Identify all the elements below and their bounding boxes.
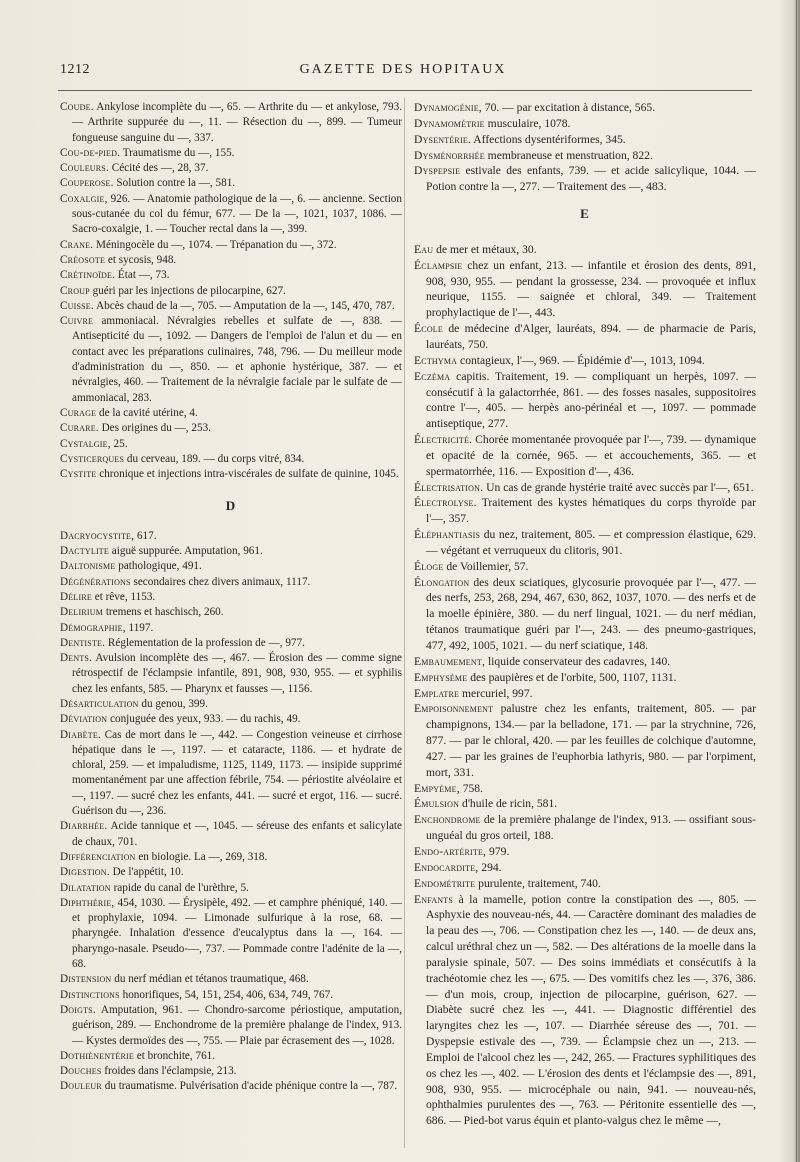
index-entry: [60, 1079, 402, 1094]
index-term: Couleurs.: [60, 162, 109, 175]
index-term: Cysticerques: [60, 452, 125, 465]
index-references: Des origines du —, 253.: [98, 422, 211, 435]
index-term: Daltonisme: [60, 560, 116, 573]
index-term: Curare.: [60, 422, 99, 435]
index-term: Dentiste.: [60, 636, 106, 649]
index-entry: [414, 100, 756, 116]
index-references: Solution contre la —, 581.: [113, 177, 236, 190]
index-references: Traitement des kystes hématiques du corps thyroïde par l'—, 357.: [426, 496, 756, 526]
index-term: Empoisonnement: [414, 702, 494, 716]
index-entry: [60, 529, 402, 544]
index-entry: [60, 972, 402, 987]
index-references: guéri par les injections de pilocarpine, 627.: [89, 284, 286, 297]
index-term: Delirium: [60, 606, 104, 619]
index-references: du traumatisme. Pulvérisation d'acide phénique contre la —, 787.: [101, 1080, 398, 1093]
index-entry: [60, 1049, 402, 1064]
index-term: Diabète.: [60, 728, 101, 741]
index-references: d'huile de ricin, 581.: [459, 797, 558, 811]
index-term: Diarrhée.: [60, 820, 108, 833]
left-column: [60, 100, 402, 1095]
index-term: Élongation: [414, 575, 470, 589]
index-references: 758.: [459, 781, 483, 795]
index-entry: [414, 701, 756, 780]
index-entry: [60, 268, 402, 283]
index-references: Méningocèle du —, 1074. — Trépanation du —, 372.: [93, 238, 337, 251]
index-entry: [414, 163, 756, 195]
index-references: de mer et métaux, 30.: [433, 242, 537, 256]
index-entry: [414, 369, 756, 432]
index-references: du genou, 399.: [138, 697, 208, 710]
index-term: Cuisse.: [60, 299, 94, 312]
index-entry: [414, 116, 756, 132]
index-entry: [414, 559, 756, 575]
index-references: 1197.: [125, 621, 154, 634]
index-term: Emphysème: [414, 670, 468, 684]
index-term: Endo-artérite,: [414, 844, 487, 858]
index-references: Cécité des —, 28, 37.: [108, 162, 209, 175]
index-references: et rêve, 1153.: [91, 590, 156, 603]
index-term: Dilatation: [60, 881, 111, 894]
index-entry: [60, 146, 402, 161]
index-references: de la cavité utérine, 4.: [96, 406, 198, 419]
index-term: Éléphantiasis: [414, 528, 481, 542]
index-references: chronique et injections intra-viscérales de sulfate de quinine, 1045.: [96, 468, 399, 481]
index-entry: [60, 605, 402, 620]
index-entry: [60, 314, 402, 406]
index-entry: [414, 148, 756, 164]
index-term: Dynamogénie,: [414, 101, 482, 114]
right-entries-e: [414, 242, 756, 1129]
index-references: estivale des enfants, 739. — et acide salicylique, 1044. — Potion contre la —, 277. — Traitement des —, 483.: [426, 164, 756, 194]
index-references: Chorée momentanée provoquée par l'—, 739. — dynamique et opacité de la cornée, 965. — et accouchements, 365. — et spermatorrhée, 116. — Exposition d'—, 436.: [426, 433, 756, 478]
index-entry: [60, 697, 402, 712]
column-divider: [404, 98, 405, 1148]
index-term: Désarticulation: [60, 697, 139, 710]
index-references: rapide du canal de l'urèthre, 5.: [110, 881, 249, 894]
index-references: Cas de mort dans le —, 442. — Congestion veineuse et cirrhose hépatique dans le —, 1197. — et cataracte, 1186. — et hydrate de chloral, 259. — et impaludisme, 1125, 1149, 1173. — insipide supprimé momentanément par une affection fébrile, 754. — périostite alvéolaire et —, 1197. — sucré chez les enfants, 441. — sucré et ergot, 116. — sucré. Guérison du —, 236.: [72, 728, 402, 818]
index-references: 926. — Anatomie pathologique de la —, 6. — ancienne. Section sous-cutanée du col du fémur, 677. — De la —, 1021, 1037, 1086. — Sacro-coxalgie, 1. — Toucher rectal dans la —, 399.: [72, 192, 402, 236]
index-entry: [60, 544, 402, 559]
index-references: des deux sciatiques, glycosurie provoquée par l'—, 477. — des nerfs, 253, 268, 294, 467, 630, 862, 1037, 1070. — des nerfs et de la moelle épinière, 380. — du nerf lingual, 1021. — du nerf médian, tétanos traumatique guéri par l'—, 243. — des pneumo-gastriques, 477, 492, 1005, 1021. — du nerf sciatique, 148.: [426, 575, 756, 652]
index-entry: [414, 892, 756, 1130]
index-term: Enfants: [414, 892, 454, 906]
index-references: musculaire, 1078.: [484, 116, 571, 130]
index-entry: [414, 575, 756, 654]
index-references: De l'appétit, 10.: [109, 866, 184, 879]
index-entry: [60, 452, 402, 467]
index-term: Enchondrome: [414, 813, 481, 827]
index-entry: [60, 590, 402, 605]
index-entry: [60, 176, 402, 191]
index-term: Curage: [60, 406, 97, 419]
index-entry: [60, 467, 402, 482]
index-term: Différenciation: [60, 850, 136, 863]
index-references: conjuguée des yeux, 933. — du rachis, 49.: [107, 713, 301, 726]
index-entry: [60, 299, 402, 314]
index-references: 25.: [110, 437, 128, 450]
index-entry: [60, 284, 402, 299]
index-term: Électricité.: [414, 433, 473, 447]
index-entry: [414, 353, 756, 369]
index-entry: [60, 621, 402, 636]
index-term: Démographie,: [60, 621, 126, 634]
page-edge-line: [796, 0, 797, 1162]
index-term: Empyème,: [414, 781, 460, 795]
index-references: capitis. Traitement, 19. — compliquant un herpès, 1097. — consécutif à la galactorrhée, 861. — des fosses nasales, suppositoires contre l'—, 405. — herpès ano-périnéal et —, 1097. — pommade antiseptique, 277.: [426, 369, 756, 431]
index-entry: [414, 132, 756, 148]
index-references: du nez, traitement, 805. — et compression élastique, 629. — végétant et verruqueux du clitoris, 901.: [426, 528, 756, 557]
page-number: 1212: [60, 62, 90, 77]
index-term: Endométrite: [414, 876, 476, 890]
index-entry: [60, 1064, 402, 1079]
running-title: GAZETTE DES HOPITAUX: [299, 62, 507, 77]
index-term: Créosote: [60, 253, 106, 266]
index-references: Traumatisme du —, 155.: [120, 146, 235, 159]
index-term: Dynamométrie: [414, 116, 485, 130]
index-term: Distinctions: [60, 988, 120, 1001]
index-references: membraneuse et menstruation, 822.: [484, 148, 653, 162]
index-references: froides dans l'éclampsie, 213.: [101, 1065, 237, 1078]
index-term: École: [414, 322, 443, 336]
index-term: Dégénérations: [60, 575, 131, 588]
index-entry: [60, 636, 402, 651]
index-term: Distension: [60, 973, 112, 986]
index-entry: [414, 844, 756, 860]
index-entry: [60, 238, 402, 253]
index-references: État —, 73.: [115, 269, 170, 282]
index-references: palustre chez les enfants, traitement, 805. — par champignons, 134.— par la belladone, 171. — par la strychnine, 726, 877. — par le chloral, 420. — par les feuilles de colchique d'automne, 427. — par les graines de l'euphorbia lathyris, 980. — par l'orpiment, mort, 331.: [426, 702, 756, 779]
index-term: Dothiénentérie: [60, 1049, 134, 1062]
index-term: Crane.: [60, 238, 94, 251]
index-term: Dents.: [60, 652, 93, 665]
index-references: de la première phalange de l'index, 913. — ossifiant sous-unguéal du gros orteil, 188.: [426, 813, 756, 843]
index-references: et sycosis, 948.: [105, 253, 177, 266]
page-header: [58, 62, 748, 84]
index-entry: [414, 654, 756, 670]
index-term: Déviation: [60, 713, 108, 726]
index-entry: [60, 161, 402, 176]
index-references: Réglementation de la profession de —, 977.: [105, 636, 305, 649]
index-entry: [60, 1003, 402, 1049]
index-entry: [414, 781, 756, 797]
index-references: de médecine d'Alger, lauréats, 894. — de pharmacie de Paris, lauréats, 750.: [426, 322, 756, 351]
index-references: 979.: [486, 844, 510, 858]
index-references: Abcès chaud de la —, 705. — Amputation de la —, 145, 470, 787.: [93, 299, 395, 312]
index-entry: [414, 242, 756, 258]
index-entry: [60, 651, 402, 697]
index-entry: [414, 860, 756, 876]
index-references: pathologique, 491.: [115, 560, 202, 573]
index-entry: [414, 258, 756, 321]
index-entry: [60, 896, 402, 972]
index-references: Avulsion incomplète des —, 467. — Érosion des — comme signe rétrospectif de l'éclampsie infantile, 891, 908, 930, 955. — et syphilis chez les enfants, 585. — Pharynx et fausses —, 1156.: [72, 652, 402, 695]
index-references: chez un enfant, 213. — infantile et érosion des dents, 891, 908, 930, 955. — pendant la grossesse, 234. — provoquée et influx neurique, 1155. — saignée et chloral, 349. — Traitement prophylactique de l'—, 443.: [426, 258, 756, 320]
index-references: 70. — par excitation à distance, 565.: [481, 101, 656, 114]
index-term: Ecthyma: [414, 353, 458, 367]
index-term: Crétinoïde.: [60, 269, 116, 282]
index-term: Doigts.: [60, 1003, 96, 1016]
index-entry: [60, 437, 402, 452]
index-entry: [60, 253, 402, 268]
index-entry: [60, 100, 402, 146]
index-term: Éclampsie: [414, 258, 463, 272]
section-letter-d: D: [225, 498, 237, 514]
index-term: Digestion.: [60, 866, 110, 879]
index-references: du nerf médian et tétanos traumatique, 468.: [111, 973, 309, 986]
index-references: du cerveau, 189. — du corps vitré, 834.: [124, 452, 305, 465]
index-references: 617.: [134, 529, 157, 542]
index-entry: [60, 192, 402, 238]
index-term: Coxalgie,: [60, 192, 108, 205]
index-references: 454, 1030. — Érysipèle, 492. — et camphre phéniqué, 140. — et prophylaxie, 1094. — Limonade sulfurique à la rose, 68. — pharyngée. Inhalation d'essence d'eucalyptus dans la —, 164. — pharyngo-nasale. Pseudo-—, 737. — Pommade contre l'adénite de la —, 68.: [72, 896, 402, 971]
index-term: Cuivre: [60, 315, 94, 328]
index-references: honorifiques, 54, 151, 254, 406, 634, 749, 767.: [119, 988, 333, 1001]
index-references: des paupières et de l'orbite, 500, 1107, 1131.: [467, 670, 677, 684]
index-term: Cystite: [60, 468, 97, 481]
index-term: Croup: [60, 284, 90, 297]
index-term: Dysménorrhée: [414, 148, 485, 162]
index-term: Eczéma: [414, 369, 451, 383]
index-entry: [414, 495, 756, 527]
section-letter-e: E: [580, 206, 590, 222]
index-term: Emplatre: [414, 686, 460, 700]
index-entry: [60, 559, 402, 574]
index-references: aiguë suppurée. Amputation, 961.: [108, 545, 263, 558]
index-entry: [414, 321, 756, 353]
index-references: en biologie. La —, 269, 318.: [135, 850, 268, 863]
index-term: Endocardite,: [414, 860, 479, 874]
right-entries-d: [414, 100, 756, 195]
index-entry: [414, 527, 756, 559]
index-term: Diphthérie,: [60, 896, 115, 909]
index-term: Douleur: [60, 1080, 102, 1093]
index-term: Couperose.: [60, 177, 114, 190]
index-term: Émulsion: [414, 797, 460, 811]
index-entry: [60, 406, 402, 421]
index-references: ammoniacal. Névralgies rebelles et sulfate de —, 838. — Antisepticité du —, 1092. — Dangers de l'emploi de l'alun et du — en contact avec les préparations culinaires, 748, 796. — Du meilleur mode d'administration du —, 850. — et aphonie hystérique, 387. — et névralgies, 460. — Traitement de la névralgie faciale par le sulfate de — ammoniacal, 283.: [72, 315, 402, 404]
index-term: Dyspepsie: [414, 164, 461, 178]
index-entry: [414, 670, 756, 686]
index-term: Embaumement,: [414, 654, 486, 668]
index-references: tremens et haschisch, 260.: [103, 606, 224, 619]
index-references: contagieux, l'—, 969. — Épidémie d'—, 1013, 1094.: [457, 353, 705, 367]
index-entry: [60, 421, 402, 436]
index-term: Délire: [60, 590, 92, 603]
index-term: Coude.: [60, 101, 94, 113]
index-term: Électrolyse.: [414, 496, 477, 510]
index-references: secondaires chez divers animaux, 1117.: [130, 575, 311, 588]
index-term: Dacryocystite,: [60, 529, 135, 542]
header-rule: [58, 90, 752, 91]
index-term: Électrisation.: [414, 480, 484, 494]
index-term: Cou-de-pied.: [60, 146, 121, 159]
index-references: Amputation, 961. — Chondro-sarcome périostique, amputation, guérison, 289. — Enchondrome de la première phalange de l'index, 913. — Kystes dermoïdes des —, 755. — Plaie par écrasement des —, 1028.: [72, 1003, 402, 1047]
index-entry: [60, 712, 402, 727]
index-entry: [60, 865, 402, 880]
index-term: Dysentérie.: [414, 132, 472, 146]
left-entries-c: [60, 100, 402, 482]
index-references: 294.: [478, 860, 502, 874]
index-entry: [414, 812, 756, 844]
index-entry: [60, 819, 402, 850]
index-term: Dactylite: [60, 545, 109, 558]
index-entry: [414, 796, 756, 812]
left-entries-d: [60, 529, 402, 1095]
index-references: à la mamelle, potion contre la constipation des —, 805. — Asphyxie des nouveau-nés, 44. — Caractère dominant des maladies de la peau des —, 706. — Constipation chez les —, 140. — de deux ans, calcul uréthral chez un —, 582. — Des altérations de la moelle dans la paralysie spinale, 507. — Des soins immédiats et consécutifs à la trachéotomie chez les —, 675. — Des vomitifs chez les —, 376, 386. — d'un mois, croup, injection de pilocarpine, guérison, 627. — Diabète sucré chez les —, 441. — Diagnostic différentiel des laryngites chez les —, 107. — Diarrhée séreuse des —, 701. — Dyspepsie estivale des —, 739. — Éclampsie chez un —, 213. — Emploi de l'alcool chez les —, 242, 265. — Fractures syphilitiques des os chez les —, 402. — L'érosion des dents et l'éclampsie des —, 891, 908, 930, 955. — microcéphale ou nain, 941. — nouveau-nés, ophthalmies purulentes des —, 763. — Péritonite essentielle des —, 686. — Pied-bot varus équin et planto-valgus chez le même —,: [426, 892, 756, 1128]
index-references: Acide tannique et —, 1045. — séreuse des enfants et salicylate de chaux, 701.: [72, 820, 402, 848]
index-references: Ankylose incomplète du —, 65. — Arthrite du — et ankylose, 793. — Arthrite suppurée du —, 11. — Résection du —, 899. — Tumeur fongueuse sanguine du —, 337.: [72, 101, 402, 144]
index-entry: [414, 432, 756, 480]
index-references: liquide conservateur des cadavres, 140.: [485, 654, 671, 668]
right-column: [414, 100, 756, 1129]
index-entry: [414, 686, 756, 702]
index-entry: [414, 480, 756, 496]
index-entry: [60, 575, 402, 590]
index-term: Douches: [60, 1065, 102, 1078]
index-entry: [414, 876, 756, 892]
index-references: mercuriel, 997.: [459, 686, 533, 700]
index-entry: [60, 850, 402, 865]
index-references: de Voillemier, 57.: [443, 559, 529, 573]
index-references: purulente, traitement, 740.: [475, 876, 601, 890]
index-entry: [60, 881, 402, 896]
index-entry: [60, 728, 402, 820]
index-references: et bronchite, 761.: [133, 1049, 216, 1062]
index-term: Éloge: [414, 559, 444, 573]
index-term: Eau: [414, 242, 434, 256]
index-term: Cystalgie,: [60, 437, 111, 450]
index-entry: [60, 988, 402, 1003]
index-references: Affections dysentériformes, 345.: [471, 132, 626, 146]
index-references: Un cas de grande hystérie traité avec succès par l'—, 651.: [483, 480, 754, 494]
